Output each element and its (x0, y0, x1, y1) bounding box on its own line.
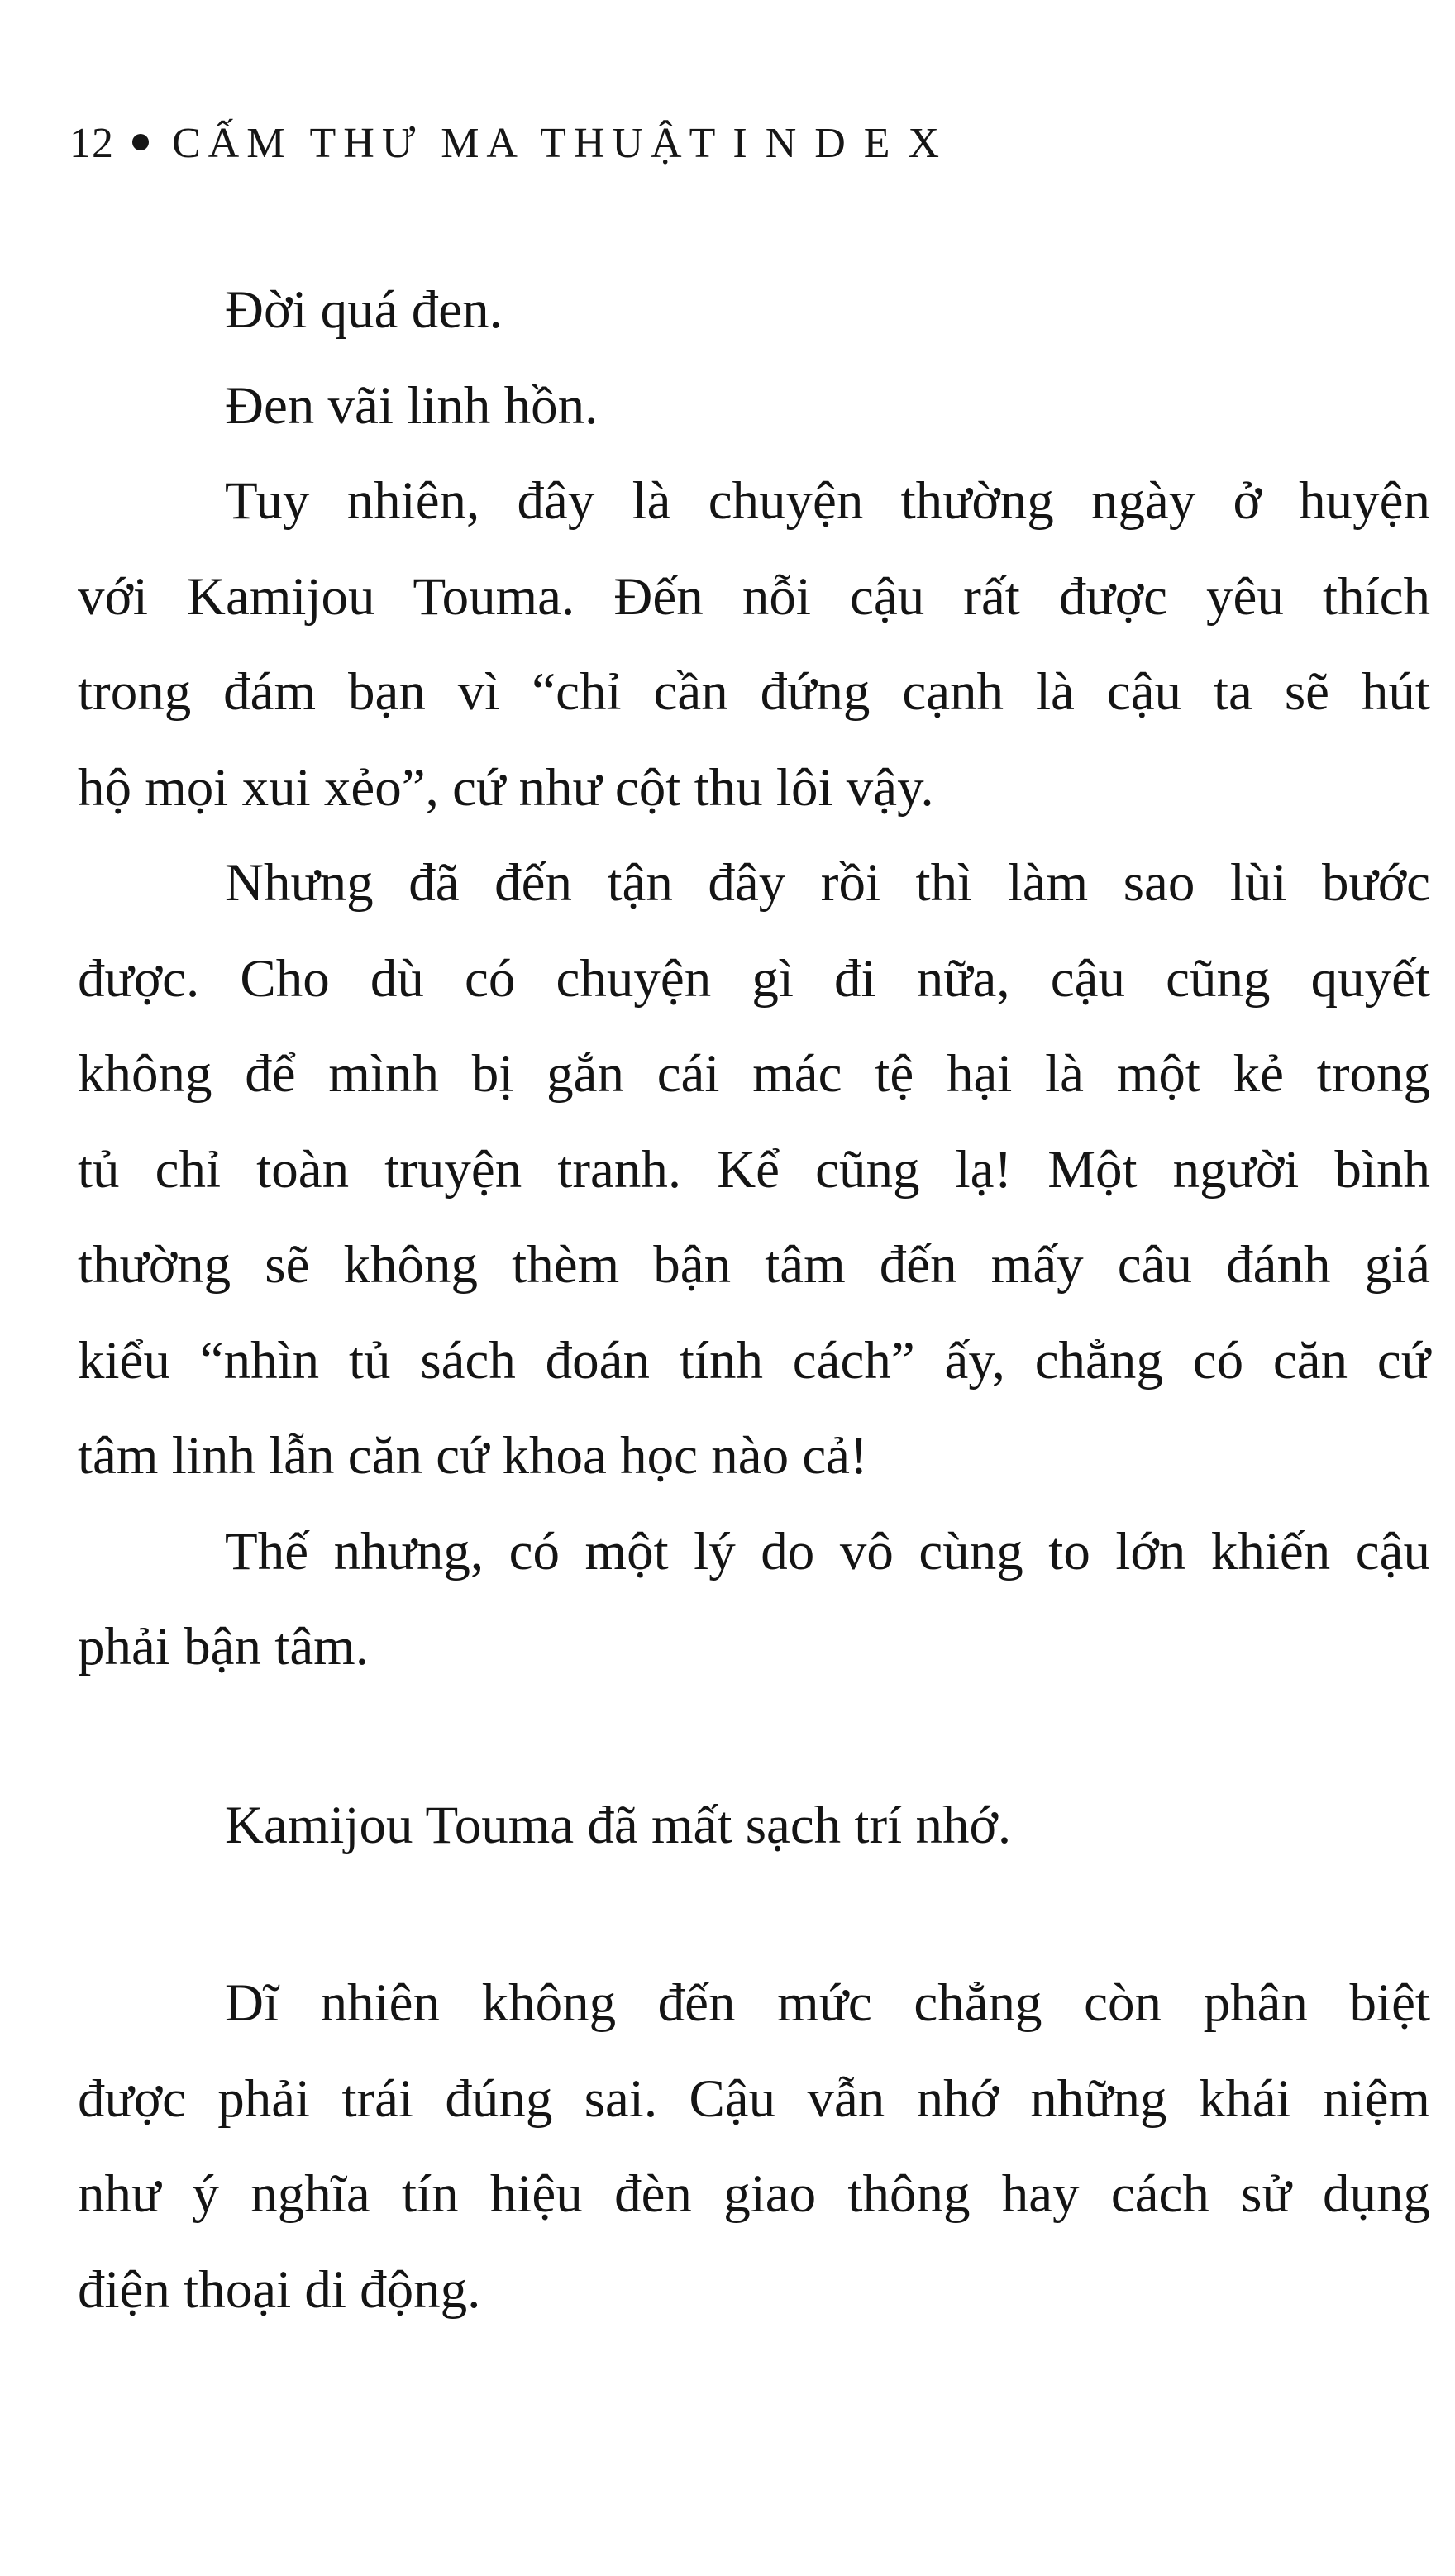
text-line: tâm linh lẫn căn cứ khoa học nào cả! (78, 1426, 868, 1486)
section-break (78, 1696, 1430, 1778)
body-text (78, 263, 1430, 2338)
paragraph (78, 359, 1430, 455)
text-line: với Kamijou Touma. Đến nỗi cậu rất được yêu thích (78, 566, 1430, 627)
running-header (69, 117, 957, 170)
text-line: Nhưng đã đến tận đây rồi thì làm sao lùi bước (225, 853, 1430, 913)
text-line: trong đám bạn vì “chỉ cần đứng cạnh là cậu ta sẽ hút (78, 662, 1430, 722)
paragraph (78, 1778, 1430, 1874)
paragraph (78, 263, 1430, 359)
section-break (78, 1873, 1430, 1956)
text-line: Kamijou Touma đã mất sạch trí nhớ. (225, 1795, 1012, 1855)
paragraph (78, 1505, 1430, 1696)
bullet-separator (132, 134, 149, 150)
text-line: Đen vãi linh hồn. (225, 375, 599, 436)
page-number: 12 (69, 120, 114, 167)
book-title-index: INDEX (732, 120, 958, 167)
text-line: Thế nhưng, có một lý do vô cùng to lớn khiến cậu (225, 1521, 1430, 1581)
text-line: tủ chỉ toàn truyện tranh. Kể cũng lạ! Một người bình (78, 1139, 1430, 1200)
paragraph (78, 454, 1430, 836)
text-line: phải bận tâm. (78, 1617, 369, 1677)
text-line: kiểu “nhìn tủ sách đoán tính cách” ấy, chẳng có căn cứ (78, 1330, 1430, 1391)
text-line: được. Cho dù có chuyện gì đi nữa, cậu cũng quyết (78, 948, 1430, 1009)
text-line: như ý nghĩa tín hiệu đèn giao thông hay cách sử dụng (78, 2164, 1430, 2224)
text-line: Dĩ nhiên không đến mức chẳng còn phân biệt (225, 1973, 1430, 2033)
paragraph (78, 1956, 1430, 2338)
text-line: Đời quá đen. (225, 280, 503, 340)
text-line: Tuy nhiên, đây là chuyện thường ngày ở huyện (225, 471, 1430, 531)
text-line: không để mình bị gắn cái mác tệ hại là một kẻ trong (78, 1044, 1430, 1104)
text-line: được phải trái đúng sai. Cậu vẫn nhớ những khái niệm (78, 2068, 1430, 2129)
text-line: hộ mọi xui xẻo”, cứ như cột thu lôi vậy. (78, 757, 934, 818)
text-line: điện thoại di động. (78, 2259, 481, 2320)
text-line: thường sẽ không thèm bận tâm đến mấy câu đánh giá (78, 1235, 1430, 1295)
paragraph (78, 836, 1430, 1505)
book-title: CẤM THƯ MA THUẬT (172, 120, 723, 167)
